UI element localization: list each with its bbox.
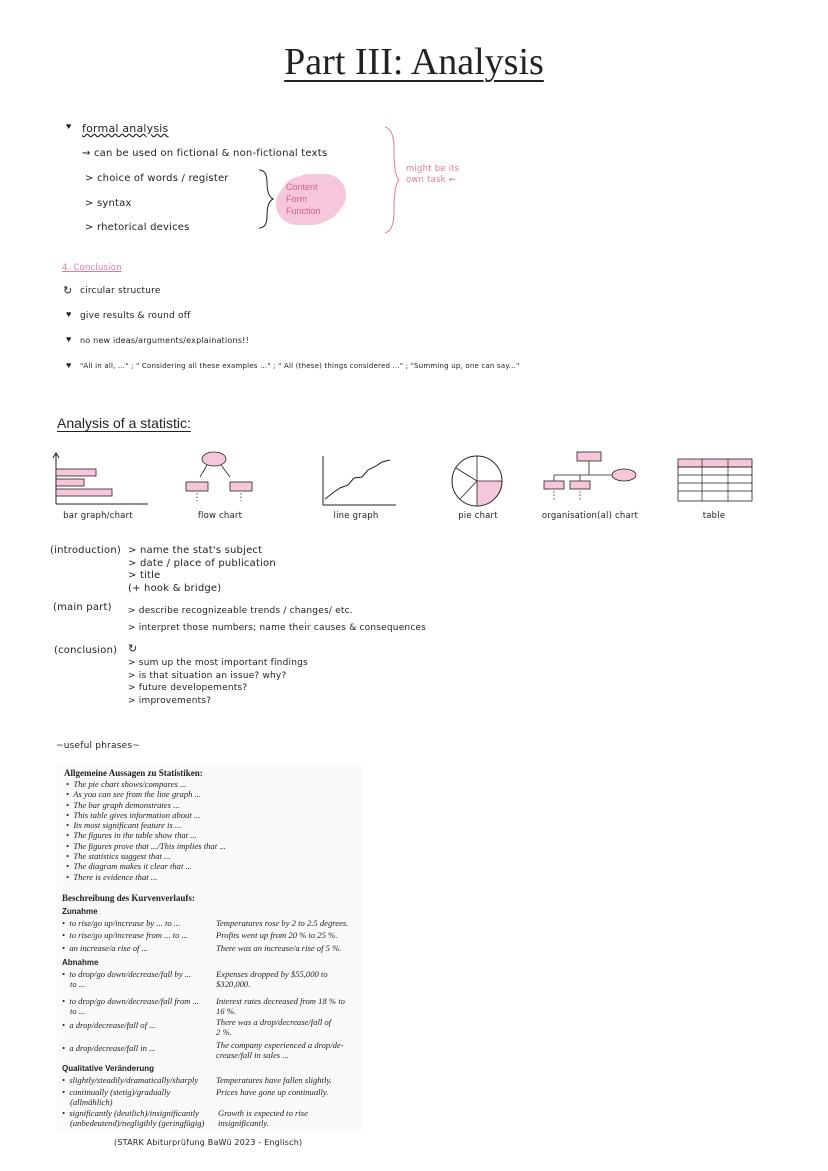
formal-analysis-heading: formal analysis [82,122,169,135]
increase-heading: Zunahme [62,907,98,916]
conclusion-step-3: > future developements? [128,683,248,693]
organisation-chart-icon [540,450,640,505]
decrease-heading: Abnahme [62,958,99,967]
decrease-row: • to drop/go down/decrease/fall from ... to ... [62,996,199,1016]
decrease-example: There was a drop/decrease/fall of 2 %. [216,1017,332,1037]
statistic-heading: Analysis of a statistic: [57,415,191,431]
general-item: • Its most significant feature is ... [66,820,182,831]
qualitative-row: • continually (stetig)/gradually (allmählich) [62,1087,171,1107]
main-item-2: > interpret those numbers; name their causes & consequences [128,623,427,633]
conclusion-heading: 4. Conclusion [62,263,122,273]
qualitative-example: Prices have gone up continually. [216,1087,329,1097]
intro-item-1: > name the stat's subject [128,545,263,556]
line-graph-icon [318,452,398,510]
conclusion-step-2: > is that situation an issue? why? [128,670,287,681]
pink-brace-icon [382,125,402,235]
general-item: • The figures in the table show that ... [66,830,197,841]
curly-brace-icon [255,168,277,230]
cloud-content: Content [286,182,318,192]
bar-chart-icon [50,452,150,510]
increase-row: • to rise/go up/increase by ... to ... [62,918,181,928]
conclusion-step-4: > improvements? [128,695,212,706]
main-label: (main part) [53,602,112,613]
qualitative-example: Temperatures have fallen slightly. [216,1075,332,1085]
general-item: • The figures prove that .../This implies that ... [66,840,226,851]
conclusion-item-1: circular structure [80,286,161,296]
circular-arrow-icon: ↻ [128,643,138,655]
general-item: • The bar graph demonstrates ... [66,799,180,810]
heart-bullet-icon: ♥ [66,309,72,319]
formal-line-1: ⇝ can be used on fictional & non-fictional texts [82,148,328,159]
general-item: • The statistics suggest that ... [66,851,171,862]
chart-label-line: line graph [333,511,379,521]
general-item: • The diagram makes it clear that ... [66,861,192,872]
qualitative-example: Growth is expected to rise insignificantly. [218,1108,308,1128]
increase-row: • to rise/go up/increase from ... to ... [62,930,189,940]
increase-example: There was an increase/a rise of 5 %. [216,943,342,953]
formal-line-4: > rhetorical devices [85,222,190,233]
conclusion-item-3: no new ideas/arguments/explainations!! [80,336,249,345]
intro-label: (introduction) [50,545,121,556]
page-title: Part III: Analysis [284,41,544,83]
conclusion-label: (conclusion) [54,645,118,656]
flow-chart-icon [180,450,260,505]
side-note [406,164,459,186]
main-list [128,603,426,637]
conclusion-step-1: > sum up the most important findings [128,658,308,668]
general-item: • The pie chart shows/compares ... [66,779,187,789]
qualitative-row: • significantly (deutlich)/insignificantly (unbedeutend)/negligibly (geringfügig) [62,1108,205,1128]
formal-line-3: > syntax [85,198,132,209]
general-item: • This table gives information about ... [66,809,201,820]
general-list [66,779,226,882]
intro-item-2: > date / place of publication [128,557,276,569]
intro-list [128,545,276,595]
useful-phrases-heading: ~useful phrases~ [56,741,140,751]
qualitative-heading: Qualitative Veränderung [62,1064,155,1073]
heart-bullet-icon: ♥ [66,360,72,370]
heart-bullet-icon: ♥ [66,334,72,344]
main-item-1: > describe recognizeable trends / changes/ etc. [128,606,353,616]
intro-item-4: (+ hook & bridge) [128,582,222,594]
pie-chart-icon [450,455,504,507]
chart-label-table: table [702,511,726,521]
decrease-example: Expenses dropped by $55,000 to $320,000. [216,969,328,989]
chart-label-flow: flow chart [197,511,243,521]
decrease-row: • a drop/decrease/fall in ... [62,1043,156,1053]
general-item: • There is evidence that ... [66,871,158,882]
cloud-form: Form [286,194,307,204]
side-note-line-2: own task ⇜ [406,175,456,185]
heart-bullet-icon: ♥ [66,121,72,131]
general-heading: Allgemeine Aussagen zu Statistiken: [64,768,203,778]
intro-item-3: > title [128,570,161,581]
increase-row: • an increase/a rise of ... [62,943,148,953]
general-item: • As you can see from the line graph ... [66,789,202,800]
decrease-example: Interest rates decreased from 18 % to 16 %. [216,996,345,1016]
table-icon [676,457,756,505]
cloud-function: Function [286,206,321,216]
conclusion-item-2: give results & round off [80,311,191,321]
chart-label-pie: pie chart [458,511,498,521]
increase-example: Profits went up from 20 % to 25 %. [216,930,338,940]
qualitative-row: • slightly/steadily/dramatically/sharply [62,1075,199,1085]
decrease-example: The company experienced a drop/de- crease/fall in sales ... [216,1040,344,1060]
increase-example: Temperatures rose by 2 to 2.5 degrees. [216,918,349,928]
side-note-line-1: might be its [406,164,460,174]
curve-heading: Beschreibung des Kurvenverlaufs: [62,893,195,903]
decrease-row: • a drop/decrease/fall of ... [62,1020,156,1030]
formal-line-2: > choice of words / register [85,173,229,184]
decrease-row: • to drop/go down/decrease/fall by ... to ... [62,969,192,989]
circular-arrow-icon: ↻ [63,285,73,297]
chart-label-org: organisation(al) chart [541,511,639,521]
cloud-text [286,181,321,217]
conclusion-list [128,657,308,707]
conclusion-item-4: "All in all, ..." ; " Considering all these examples ..." ; " All (these) things considered ..." ; "Summing up, one can say..." [80,362,520,370]
chart-label-bar: bar graph/chart [63,511,133,521]
source-note: (STARK Abiturprüfung BaWü 2023 - Englisch) [114,1138,303,1147]
